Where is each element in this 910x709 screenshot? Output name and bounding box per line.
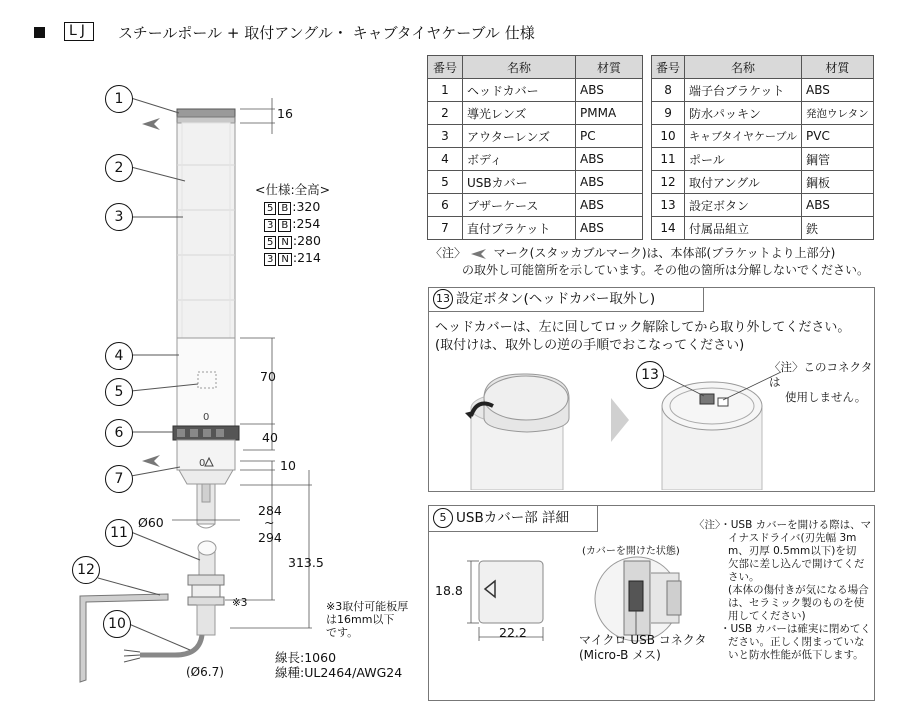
note-line: は16mm以下	[326, 613, 395, 626]
note-line: です。	[326, 626, 359, 639]
dim-pole-bottom: 294	[258, 530, 282, 545]
height-spec-row	[255, 232, 330, 249]
table-row	[652, 125, 874, 148]
height-spec-row	[255, 215, 330, 232]
stackable-mark-icon-top	[142, 118, 160, 130]
part-material: PVC	[802, 125, 874, 148]
table-header-row	[428, 56, 643, 79]
dim-cable-diameter: (Ø6.7)	[186, 665, 224, 679]
part-name: ヘッドカバー	[463, 79, 576, 102]
callout-5: 5	[105, 378, 133, 406]
table-row	[652, 102, 874, 125]
micro-usb-connector-label	[579, 633, 707, 663]
part-name: 防水パッキン	[685, 102, 802, 125]
part-material: PC	[576, 125, 643, 148]
stackable-mark-icon	[470, 248, 490, 260]
callout-12: 12	[72, 556, 100, 584]
height-value: :214	[292, 250, 321, 265]
height-value: :254	[292, 216, 321, 231]
table-row	[428, 148, 643, 171]
part-name: アウターレンズ	[463, 125, 576, 148]
variant-code: N	[278, 236, 291, 249]
note-line: ださい。正しく閉まっていな	[728, 636, 865, 648]
note-line	[430, 245, 869, 262]
panel-number-5: 5	[433, 508, 453, 528]
part-material: 発泡ウレタン	[802, 102, 874, 125]
part-number: 11	[652, 148, 685, 171]
part-number: 10	[652, 125, 685, 148]
cable-length: 線長:1060	[275, 650, 337, 665]
part-number: 4	[428, 148, 463, 171]
col-material: 材質	[576, 56, 643, 79]
dim-pole-top: 284	[258, 503, 282, 518]
part-name: 設定ボタン	[685, 194, 802, 217]
col-material: 材質	[802, 56, 874, 79]
connector-note	[769, 360, 874, 405]
table-header-row	[652, 56, 874, 79]
part-number: 1	[428, 79, 463, 102]
callout-13: 13	[636, 361, 664, 389]
height-spec-row	[255, 249, 330, 266]
part-material: ABS	[576, 148, 643, 171]
note-line: いと防水性能が低下します。	[728, 649, 864, 661]
svg-text:0: 0	[203, 412, 210, 423]
part-material: PMMA	[576, 102, 643, 125]
buzzer-band	[173, 426, 239, 440]
note-text: マーク(スタッカブルマーク)は、本体部(ブラケットより上部分)	[493, 246, 836, 260]
part-material: ABS	[802, 79, 874, 102]
panel-title: USBカバー部 詳細	[456, 510, 570, 526]
dim-total: 313.5	[288, 555, 324, 570]
note-line: 〈注〉このコネクタは	[769, 360, 873, 389]
table-row	[652, 194, 874, 217]
part-name: ポール	[685, 148, 802, 171]
mounting-angle	[80, 594, 168, 682]
star3-label: ※3	[232, 597, 248, 609]
variant-code: N	[278, 253, 291, 266]
tier-count: 5	[264, 236, 276, 249]
model-code-box: LJ	[64, 22, 94, 41]
part-number: 14	[652, 217, 685, 240]
callout-1: 1	[105, 85, 133, 113]
panel-number-13: 13	[433, 289, 453, 309]
mounting-nut	[188, 575, 224, 635]
head-cover	[177, 109, 235, 123]
table-row	[652, 79, 874, 102]
pole	[197, 484, 216, 575]
panel-instruction	[429, 312, 874, 355]
part-name: 端子台ブラケット	[685, 79, 802, 102]
tier-count: 3	[264, 253, 276, 266]
part-number: 8	[652, 79, 685, 102]
part-material: ABS	[576, 171, 643, 194]
part-name: 付属品組立	[685, 217, 802, 240]
settings-button-panel	[428, 287, 875, 492]
note-line: イナスドライバ(刃先幅 3m	[728, 532, 857, 544]
dim-pole-sep: ~	[264, 515, 275, 530]
dim-body: 70	[260, 369, 276, 384]
table-row	[428, 194, 643, 217]
usb-dim-height: 18.8	[435, 583, 463, 598]
page-title: スチールポール + 取付アングル・ キャブタイヤケーブル 仕様	[118, 24, 535, 42]
table-row	[652, 217, 874, 240]
table-row	[428, 125, 643, 148]
usb-dim-width: 22.2	[499, 625, 527, 640]
usb-cover-closed	[479, 561, 543, 623]
callout-7: 7	[105, 465, 133, 493]
part-number: 13	[652, 194, 685, 217]
col-name: 名称	[685, 56, 802, 79]
dim-bracket: 10	[280, 458, 296, 473]
opened-head-illustration	[662, 382, 762, 490]
col-name: 名称	[463, 56, 576, 79]
cabtire-cable	[124, 635, 202, 662]
part-name: ボディ	[463, 148, 576, 171]
part-material: 鋼板	[802, 171, 874, 194]
panel-header	[429, 506, 598, 532]
cable-spec	[275, 650, 402, 680]
table-row	[428, 79, 643, 102]
part-number: 5	[428, 171, 463, 194]
part-material: 鋼管	[802, 148, 874, 171]
height-spec-row	[255, 198, 330, 215]
body	[177, 338, 235, 426]
stackable-mark-icon-bottom	[142, 455, 160, 467]
usb-cover-panel	[428, 505, 875, 701]
note-line: ※3取付可能板厚	[326, 600, 409, 613]
callout-10: 10	[103, 610, 131, 638]
part-number: 6	[428, 194, 463, 217]
part-material: ABS	[576, 194, 643, 217]
note-line: 用してください)	[728, 610, 806, 622]
usb-cover-note	[694, 519, 872, 662]
tier-count: 5	[264, 202, 276, 215]
callout-4: 4	[105, 342, 133, 370]
part-name: USBカバー	[463, 171, 576, 194]
col-number: 番号	[652, 56, 685, 79]
parts-table-right	[651, 55, 874, 240]
note-line: 使用しません。	[785, 390, 867, 404]
part-number: 3	[428, 125, 463, 148]
note-line: m、刃厚 0.5mm以下)を切	[728, 545, 857, 557]
table-row	[652, 171, 874, 194]
panel-header	[429, 288, 704, 312]
part-material: ABS	[576, 217, 643, 240]
callout-6: 6	[105, 419, 133, 447]
note-line: の取外し可能箇所を示しています。その他の箇所は分解しないでください。	[462, 263, 870, 277]
part-number: 9	[652, 102, 685, 125]
note-line: (本体の傷付きが気になる場合	[728, 584, 869, 596]
light-lens-stack	[177, 123, 235, 338]
part-number: 2	[428, 102, 463, 125]
note-line: 〈注〉・USB カバーを開ける際は、マ	[694, 519, 872, 531]
note-line: は、セラミック製のものを使	[728, 597, 865, 609]
part-name: 取付アングル	[685, 171, 802, 194]
note-line: さい。	[728, 571, 760, 583]
instruction-line: ヘッドカバーは、左に回してロック解除してから取り外してください。	[435, 320, 851, 335]
instruction-line: (取付けは、取外しの逆の手順でおこなってください)	[435, 338, 745, 353]
callout-2: 2	[105, 154, 133, 182]
height-spec-title: <仕様:全高>	[255, 182, 331, 197]
tier-count: 3	[264, 219, 276, 232]
connector-type: (Micro-B メス)	[579, 648, 661, 662]
table-row	[428, 171, 643, 194]
part-name: キャブタイヤケーブル	[685, 125, 802, 148]
bracket	[177, 440, 235, 484]
callout-11: 11	[105, 519, 133, 547]
part-number: 7	[428, 217, 463, 240]
parts-table-left	[427, 55, 643, 240]
note-prefix: 〈注〉	[430, 246, 467, 260]
part-number: 12	[652, 171, 685, 194]
closed-head-illustration	[471, 374, 569, 490]
table-row	[428, 102, 643, 125]
variant-code: B	[278, 219, 291, 232]
part-name: 直付ブラケット	[463, 217, 576, 240]
dim-diameter: Ø60	[138, 515, 164, 530]
part-name: 導光レンズ	[463, 102, 576, 125]
cable-type: 線種:UL2464/AWG24	[275, 665, 403, 680]
note-line: 欠部に差し込んで開けてくだ	[728, 558, 865, 570]
connector-name: マイクロ USB コネクタ	[579, 633, 707, 647]
table-row	[428, 217, 643, 240]
height-spec	[255, 181, 330, 266]
usb-cover-open	[595, 557, 681, 641]
dim-band: 40	[262, 430, 278, 445]
callout-3: 3	[105, 203, 133, 231]
height-value: :320	[292, 199, 321, 214]
dim-top: 16	[277, 106, 293, 121]
svg-text:0: 0	[199, 458, 206, 469]
cover-open-label: (カバーを開けた状態)	[582, 546, 680, 557]
note-line: ・USB カバーは確実に閉めてく	[720, 623, 871, 635]
next-step-chevron-icon	[611, 398, 629, 442]
part-material: ABS	[802, 194, 874, 217]
stackable-mark-note	[430, 245, 869, 279]
height-value: :280	[292, 233, 321, 248]
panel-title: 設定ボタン(ヘッドカバー取外し)	[456, 291, 656, 307]
part-material: 鉄	[802, 217, 874, 240]
table-row	[652, 148, 874, 171]
part-name: ブザーケース	[463, 194, 576, 217]
mount-thickness-note	[326, 600, 408, 639]
part-material: ABS	[576, 79, 643, 102]
variant-code: B	[278, 202, 291, 215]
col-number: 番号	[428, 56, 463, 79]
